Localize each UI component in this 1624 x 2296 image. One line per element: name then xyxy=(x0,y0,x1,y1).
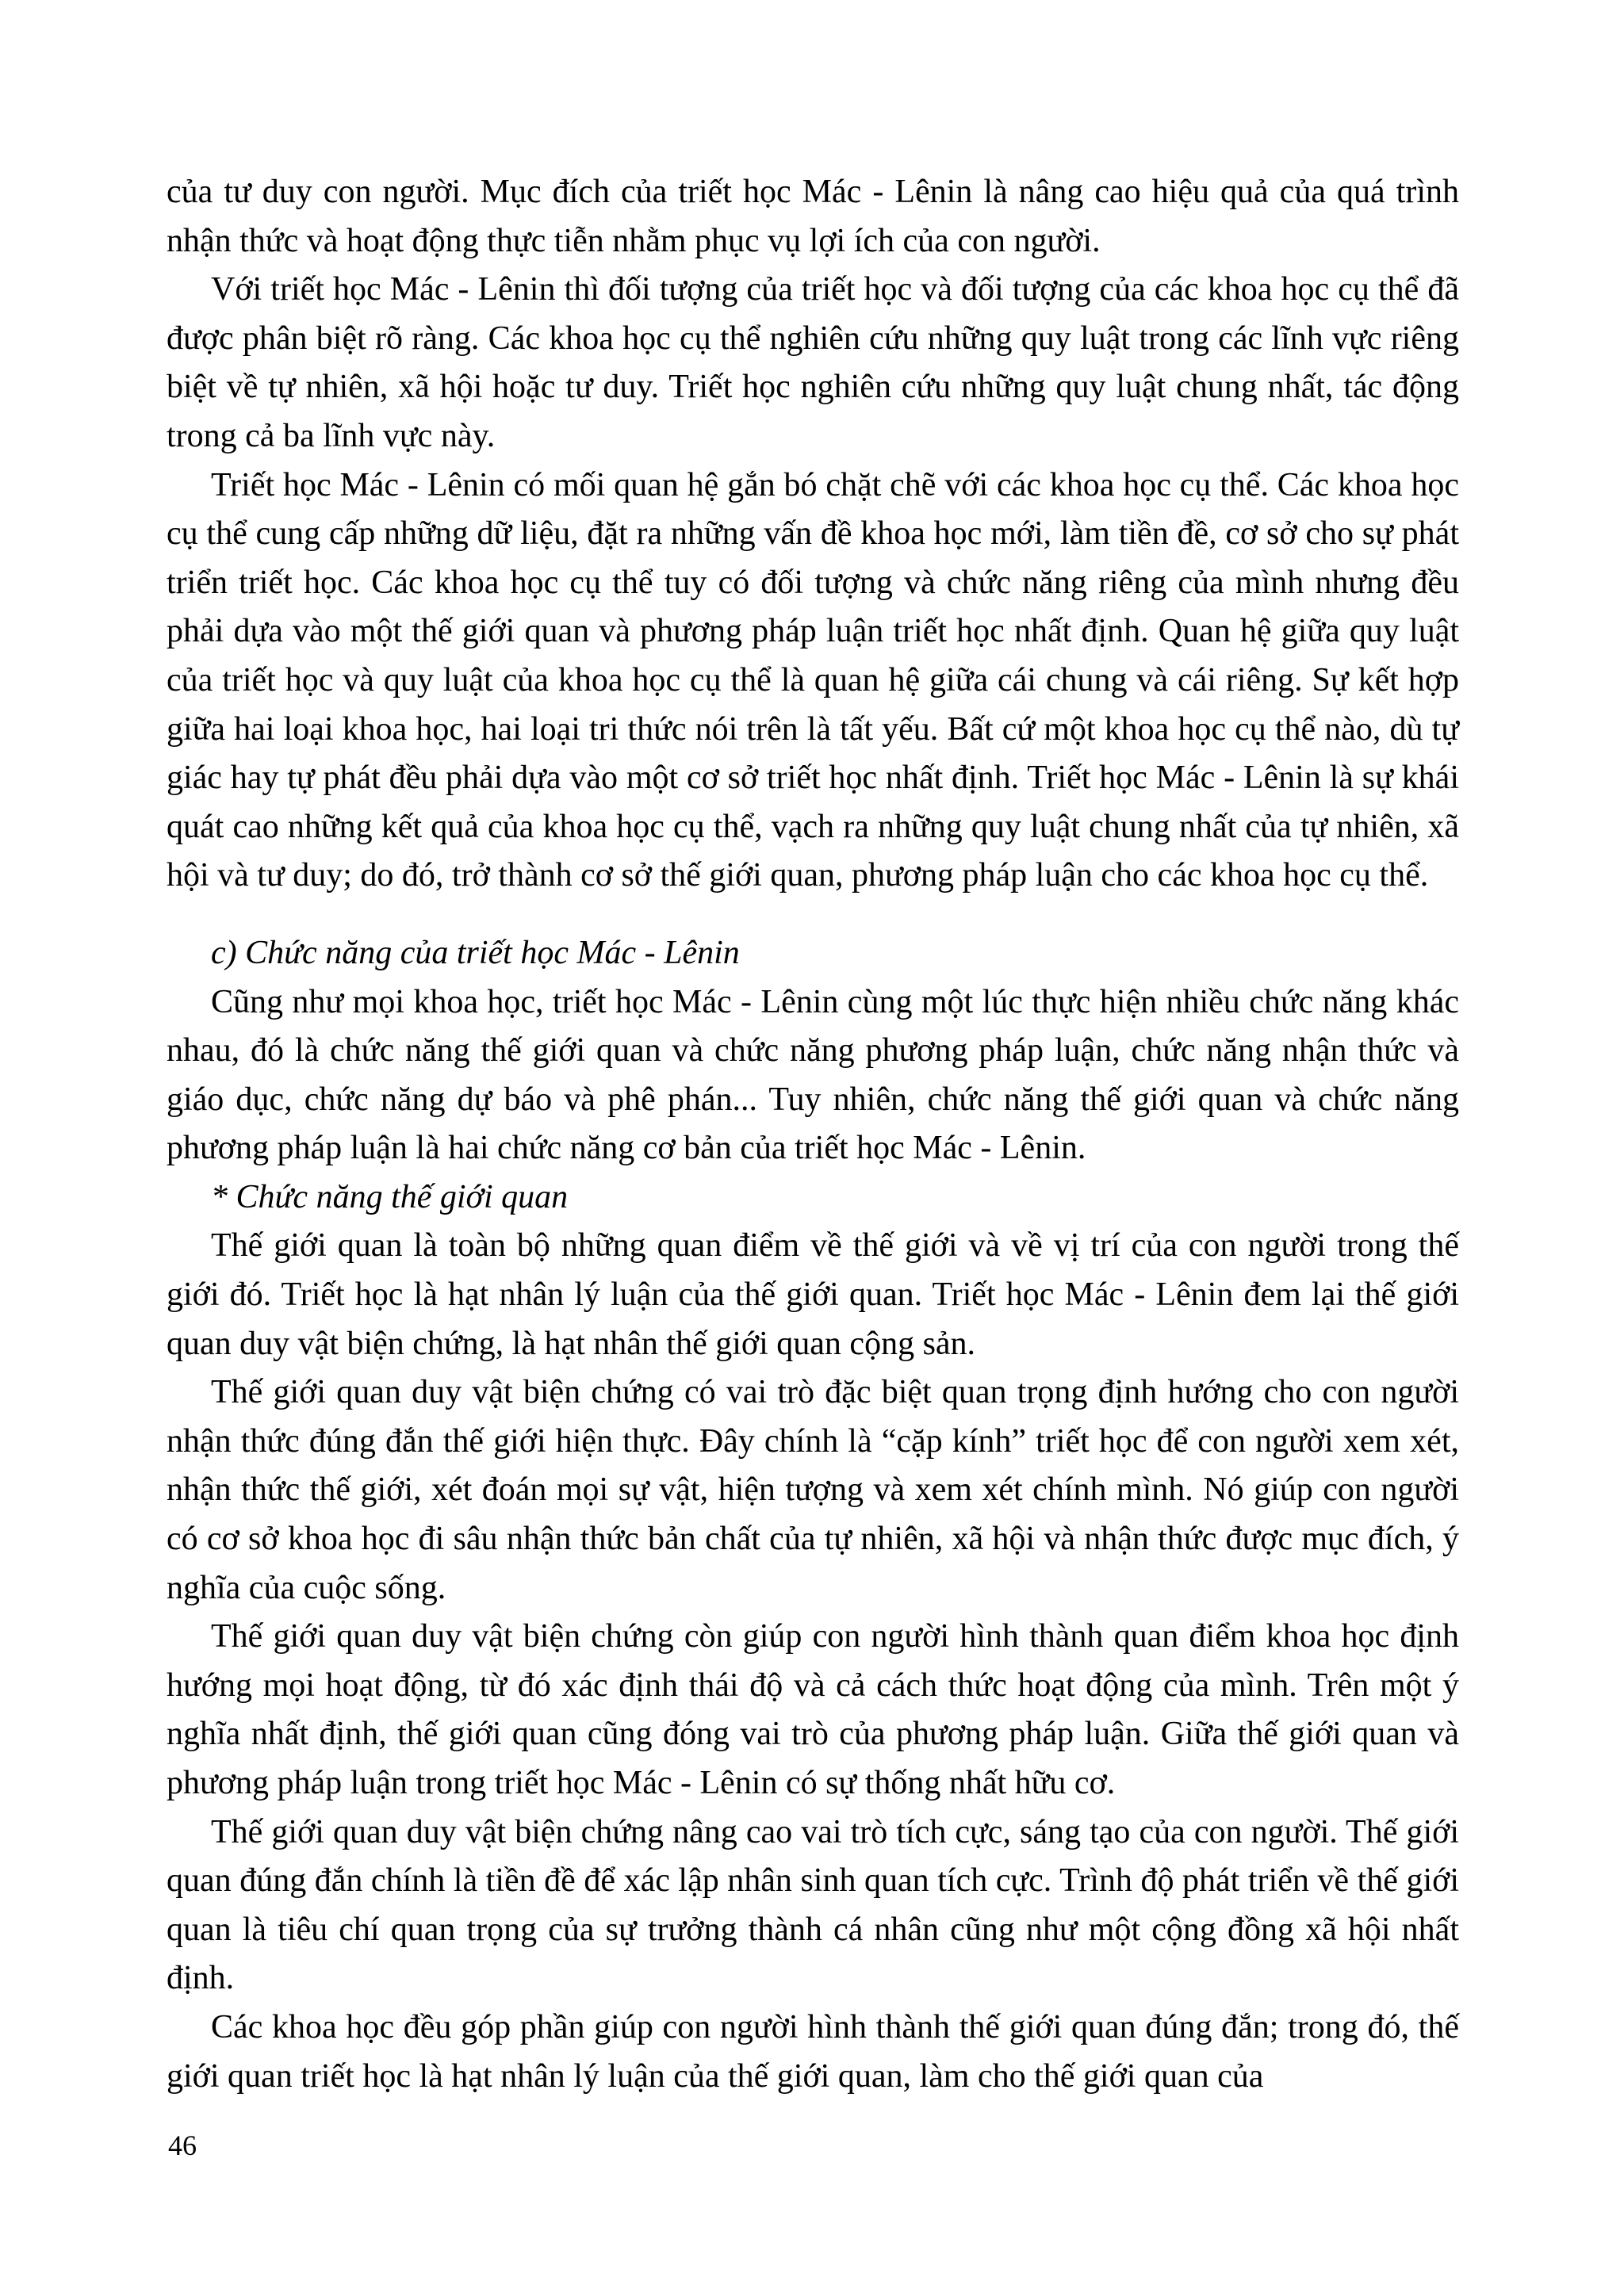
paragraph-1: của tư duy con người. Mục đích của triết học Mác - Lênin là nâng cao hiệu quả của quá trình nhận thức và hoạt động thực tiễn nhằm phục vụ lợi ích của con người. xyxy=(167,174,1459,259)
paragraph-3: Triết học Mác - Lênin có mối quan hệ gắn bó chặt chẽ với các khoa học cụ thể. Các khoa học cụ thể cung cấp những dữ liệu, đặt ra những vấn đề khoa học mới, làm tiền đề, cơ sở cho sự phát triển triết học. Các khoa học cụ thể tuy có đối tượng và chức năng riêng của mình nhưng đều phải dựa vào một thế giới quan và phương pháp luận triết học nhất định. Quan hệ giữa quy luật của triết học và quy luật của khoa học cụ thể là quan hệ giữa cái chung và cái riêng. Sự kết hợp giữa hai loại khoa học, hai loại tri thức nói trên là tất yếu. Bất cứ một khoa học cụ thể nào, dù tự giác hay tự phát đều phải dựa vào một cơ sở triết học nhất định. Triết học Mác - Lênin là sự khái quát cao những kết quả của khoa học cụ thể, vạch ra những quy luật chung nhất của tự nhiên, xã hội và tư duy; do đó, trở thành cơ sở thế giới quan, phương pháp luận cho các khoa học cụ thể. xyxy=(167,466,1459,894)
page-body xyxy=(167,168,1459,2101)
paragraph-4: Cũng như mọi khoa học, triết học Mác - Lênin cùng một lúc thực hiện nhiều chức năng khác nhau, đó là chức năng thế giới quan và chức năng phương pháp luận, chức năng nhận thức và giáo dục, chức năng dự báo và phê phán... Tuy nhiên, chức năng thế giới quan và chức năng phương pháp luận là hai chức năng cơ bản của triết học Mác - Lênin. xyxy=(167,983,1459,1167)
paragraph-2: Với triết học Mác - Lênin thì đối tượng của triết học và đối tượng của các khoa học cụ thể đã được phân biệt rõ ràng. Các khoa học cụ thể nghiên cứu những quy luật trong các lĩnh vực riêng biệt về tự nhiên, xã hội hoặc tư duy. Triết học nghiên cứu những quy luật chung nhất, tác động trong cả ba lĩnh vực này. xyxy=(167,271,1459,454)
paragraph-5: Thế giới quan là toàn bộ những quan điểm về thế giới và về vị trí của con người trong thế giới đó. Triết học là hạt nhân lý luận của thế giới quan. Triết học Mác - Lênin đem lại thế giới quan duy vật biện chứng, là hạt nhân thế giới quan cộng sản. xyxy=(167,1227,1459,1362)
paragraph-8: Thế giới quan duy vật biện chứng nâng cao vai trò tích cực, sáng tạo của con người. Thế giới quan đúng đắn chính là tiền đề để xác lập nhân sinh quan tích cực. Trình độ phát triển về thế giới quan là tiêu chí quan trọng của sự trưởng thành cá nhân cũng như một cộng đồng xã hội nhất định. xyxy=(167,1813,1459,1997)
paragraph-6: Thế giới quan duy vật biện chứng có vai trò đặc biệt quan trọng định hướng cho con người nhận thức đúng đắn thế giới hiện thực. Đây chính là “cặp kính” triết học để con người xem xét, nhận thức thế giới, xét đoán mọi sự vật, hiện tượng và xem xét chính mình. Nó giúp con người có cơ sở khoa học đi sâu nhận thức bản chất của tự nhiên, xã hội và nhận thức được mục đích, ý nghĩa của cuộc sống. xyxy=(167,1374,1459,1606)
page-number: 46 xyxy=(168,2130,197,2161)
section-heading-c: c) Chức năng của triết học Mác - Lênin xyxy=(211,934,740,971)
subheading-worldview-function: * Chức năng thế giới quan xyxy=(211,1178,569,1215)
paragraph-9: Các khoa học đều góp phần giúp con người hình thành thế giới quan đúng đắn; trong đó, thế giới quan triết học là hạt nhân lý luận của thế giới quan, làm cho thế giới quan của xyxy=(167,2008,1459,2095)
paragraph-7: Thế giới quan duy vật biện chứng còn giúp con người hình thành quan điểm khoa học định hướng mọi hoạt động, từ đó xác định thái độ và cả cách thức hoạt động của mình. Trên một ý nghĩa nhất định, thế giới quan cũng đóng vai trò của phương pháp luận. Giữa thế giới quan và phương pháp luận trong triết học Mác - Lênin có sự thống nhất hữu cơ. xyxy=(167,1618,1459,1801)
